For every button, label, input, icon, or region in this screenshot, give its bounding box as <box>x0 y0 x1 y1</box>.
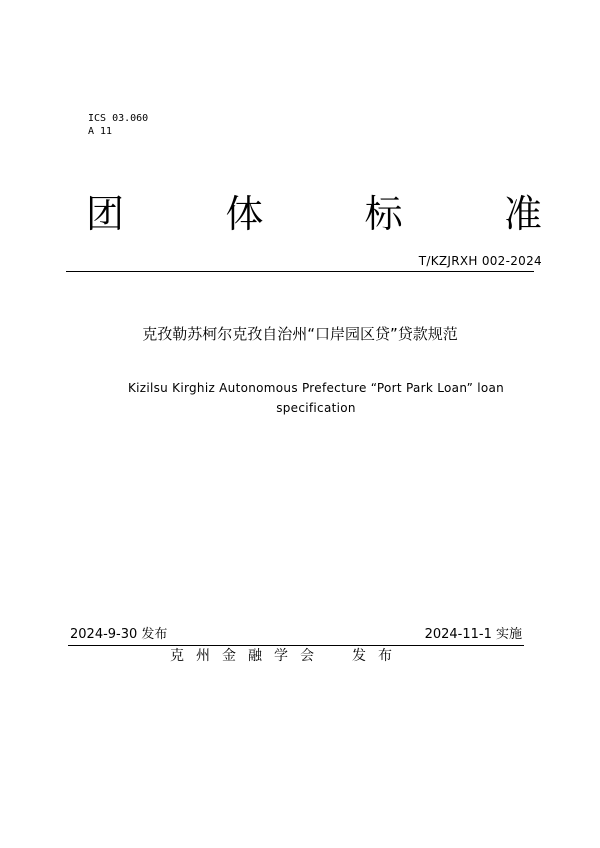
bottom-divider <box>68 645 524 646</box>
date-row <box>70 627 522 643</box>
publisher-verb: 发布 <box>352 648 404 664</box>
english-title-line-1: Kizilsu Kirghiz Autonomous Prefecture “Port Park Loan” loan <box>127 381 505 395</box>
ics-code: ICS 03.060 <box>88 113 149 124</box>
ccs-code: A 11 <box>88 126 113 137</box>
english-title <box>96 378 536 418</box>
document-type-title <box>86 190 542 238</box>
title-char: 准 <box>503 192 542 236</box>
english-title-line-2: specification <box>276 401 356 415</box>
publish-date: 2024-9-30 发布 <box>70 627 168 642</box>
chinese-title: 克孜勒苏柯尔克孜自治州“口岸园区贷”贷款规范 <box>142 325 458 343</box>
standard-number: T/KZJRXH 002-2024 <box>418 254 542 268</box>
title-char: 团 <box>86 192 125 236</box>
top-divider <box>66 271 534 272</box>
implement-date: 2024-11-1 实施 <box>424 627 522 642</box>
title-char: 体 <box>225 192 264 236</box>
publisher-name: 克州金融学会 <box>170 648 326 664</box>
title-char: 标 <box>364 192 403 236</box>
classification-codes <box>88 112 148 138</box>
publisher-line <box>170 647 404 665</box>
